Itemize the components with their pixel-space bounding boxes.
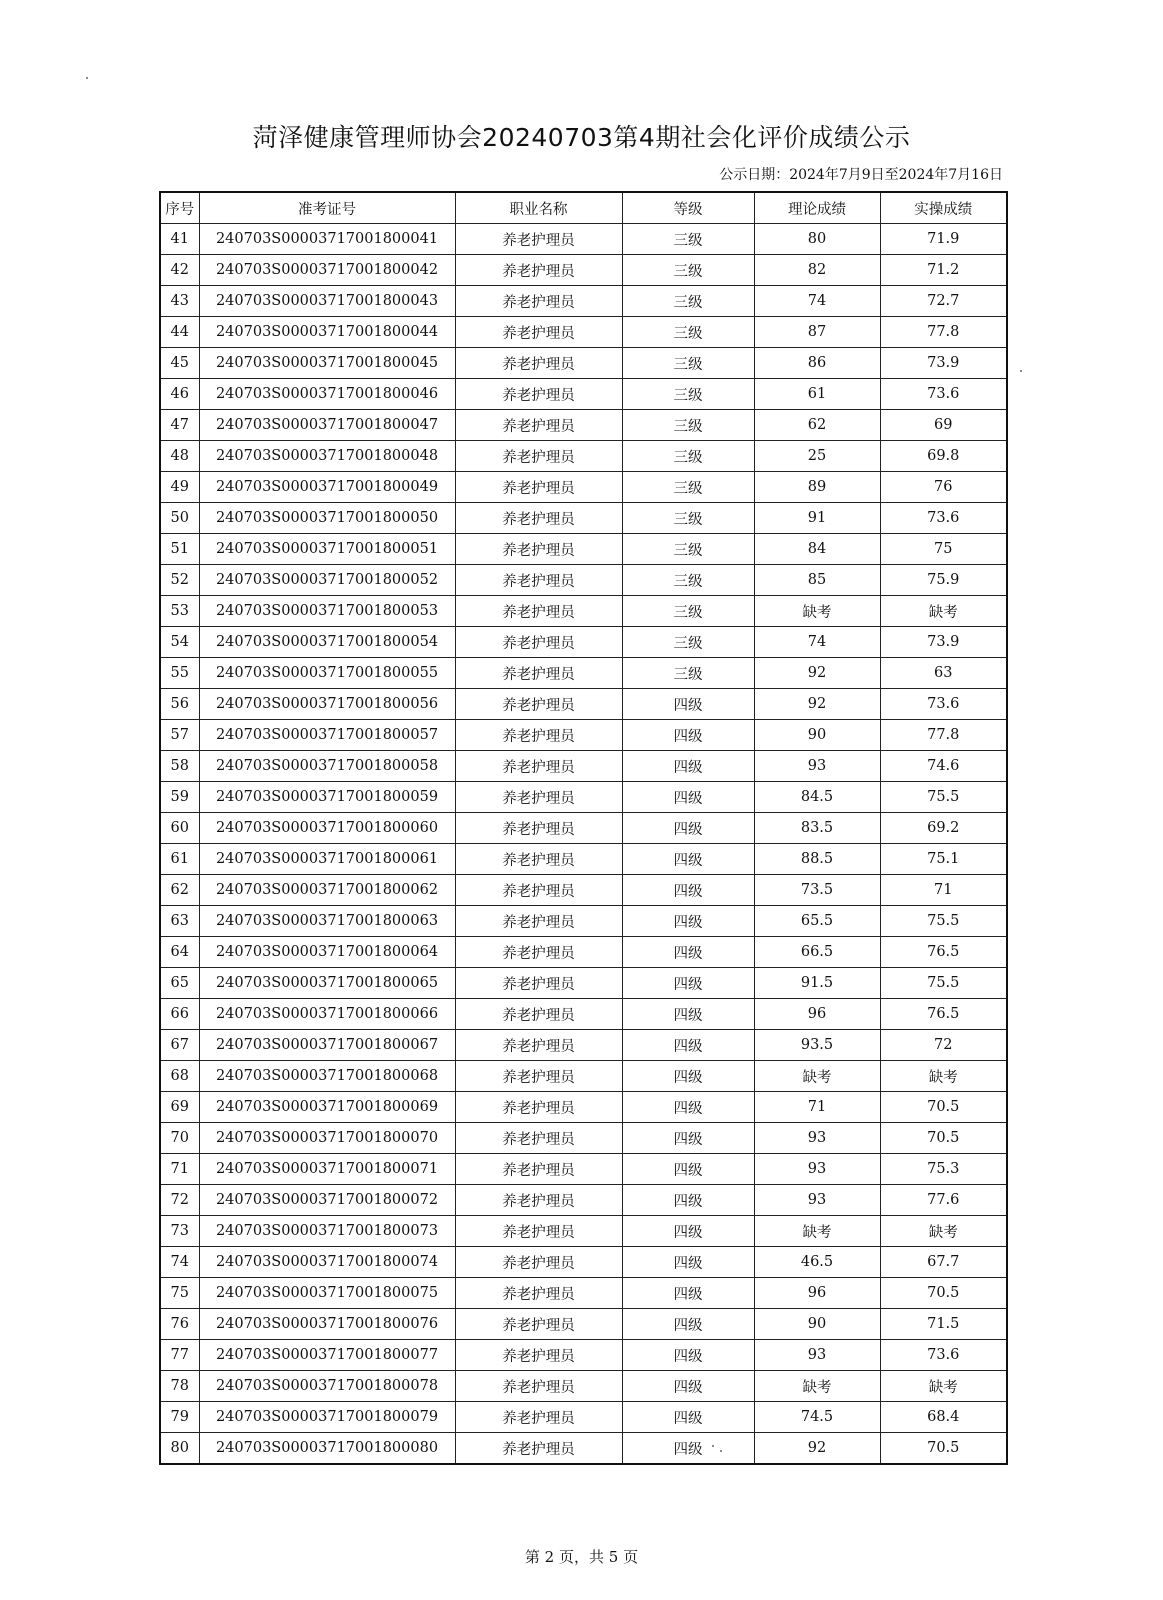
cell-theory-score: 93.5: [754, 1030, 880, 1061]
cell-level: 三级: [622, 317, 754, 348]
table-row: [160, 1092, 1007, 1123]
cell-ticket-number: 240703S00003717001800053: [199, 596, 455, 627]
cell-practical-score: 缺考: [880, 596, 1007, 627]
cell-occupation: 养老护理员: [455, 503, 622, 534]
cell-ticket-number: 240703S00003717001800051: [199, 534, 455, 565]
cell-occupation: 养老护理员: [455, 720, 622, 751]
cell-practical-score: 70.5: [880, 1278, 1007, 1309]
cell-level: 三级: [622, 410, 754, 441]
cell-practical-score: 73.6: [880, 379, 1007, 410]
cell-seq: 58: [160, 751, 199, 782]
cell-ticket-number: 240703S00003717001800075: [199, 1278, 455, 1309]
cell-practical-score: 75.9: [880, 565, 1007, 596]
cell-theory-score: 71: [754, 1092, 880, 1123]
cell-practical-score: 74.6: [880, 751, 1007, 782]
cell-theory-score: 91.5: [754, 968, 880, 999]
cell-ticket-number: 240703S00003717001800067: [199, 1030, 455, 1061]
cell-theory-score: 93: [754, 1123, 880, 1154]
header-occupation: 职业名称: [455, 192, 622, 224]
cell-theory-score: 91: [754, 503, 880, 534]
cell-occupation: 养老护理员: [455, 1340, 622, 1371]
table-row: [160, 503, 1007, 534]
cell-seq: 62: [160, 875, 199, 906]
cell-seq: 52: [160, 565, 199, 596]
cell-practical-score: 75.5: [880, 906, 1007, 937]
cell-theory-score: 缺考: [754, 1371, 880, 1402]
cell-seq: 69: [160, 1092, 199, 1123]
cell-ticket-number: 240703S00003717001800049: [199, 472, 455, 503]
cell-ticket-number: 240703S00003717001800073: [199, 1216, 455, 1247]
cell-ticket-number: 240703S00003717001800061: [199, 844, 455, 875]
table-row: [160, 658, 1007, 689]
table-row: [160, 1309, 1007, 1340]
cell-theory-score: 89: [754, 472, 880, 503]
cell-level: 四级: [622, 1154, 754, 1185]
cell-seq: 53: [160, 596, 199, 627]
cell-theory-score: 92: [754, 1433, 880, 1465]
scan-speck: [712, 1445, 714, 1447]
cell-practical-score: 73.9: [880, 348, 1007, 379]
cell-occupation: 养老护理员: [455, 224, 622, 255]
cell-theory-score: 缺考: [754, 1216, 880, 1247]
cell-theory-score: 84.5: [754, 782, 880, 813]
page-footer: 第 2 页，共 5 页: [524, 1548, 639, 1566]
cell-practical-score: 71.9: [880, 224, 1007, 255]
cell-occupation: 养老护理员: [455, 844, 622, 875]
cell-seq: 50: [160, 503, 199, 534]
cell-practical-score: 68.4: [880, 1402, 1007, 1433]
cell-level: 四级: [622, 1402, 754, 1433]
cell-theory-score: 96: [754, 999, 880, 1030]
cell-level: 四级: [622, 1433, 754, 1465]
cell-practical-score: 缺考: [880, 1371, 1007, 1402]
header-seq: 序号: [160, 192, 199, 224]
cell-level: 三级: [622, 472, 754, 503]
cell-seq: 46: [160, 379, 199, 410]
cell-occupation: 养老护理员: [455, 317, 622, 348]
cell-occupation: 养老护理员: [455, 379, 622, 410]
cell-occupation: 养老护理员: [455, 689, 622, 720]
cell-practical-score: 75.5: [880, 782, 1007, 813]
cell-theory-score: 74: [754, 286, 880, 317]
cell-ticket-number: 240703S00003717001800074: [199, 1247, 455, 1278]
cell-seq: 73: [160, 1216, 199, 1247]
table-row: [160, 565, 1007, 596]
table-row: [160, 534, 1007, 565]
score-table: [159, 191, 1008, 1465]
cell-seq: 71: [160, 1154, 199, 1185]
cell-level: 四级: [622, 689, 754, 720]
table-row: [160, 255, 1007, 286]
cell-level: 三级: [622, 627, 754, 658]
table-row: [160, 720, 1007, 751]
cell-practical-score: 70.5: [880, 1433, 1007, 1465]
cell-occupation: 养老护理员: [455, 565, 622, 596]
cell-occupation: 养老护理员: [455, 1154, 622, 1185]
cell-occupation: 养老护理员: [455, 875, 622, 906]
cell-occupation: 养老护理员: [455, 782, 622, 813]
cell-ticket-number: 240703S00003717001800052: [199, 565, 455, 596]
cell-practical-score: 69: [880, 410, 1007, 441]
cell-practical-score: 76.5: [880, 999, 1007, 1030]
scan-speck: [1020, 370, 1022, 372]
cell-theory-score: 84: [754, 534, 880, 565]
cell-theory-score: 62: [754, 410, 880, 441]
cell-seq: 61: [160, 844, 199, 875]
cell-ticket-number: 240703S00003717001800045: [199, 348, 455, 379]
cell-occupation: 养老护理员: [455, 472, 622, 503]
cell-occupation: 养老护理员: [455, 968, 622, 999]
cell-ticket-number: 240703S00003717001800041: [199, 224, 455, 255]
table-row: [160, 410, 1007, 441]
cell-level: 四级: [622, 751, 754, 782]
cell-practical-score: 75.3: [880, 1154, 1007, 1185]
cell-ticket-number: 240703S00003717001800076: [199, 1309, 455, 1340]
cell-level: 三级: [622, 534, 754, 565]
cell-ticket-number: 240703S00003717001800078: [199, 1371, 455, 1402]
cell-theory-score: 缺考: [754, 596, 880, 627]
cell-practical-score: 63: [880, 658, 1007, 689]
cell-ticket-number: 240703S00003717001800079: [199, 1402, 455, 1433]
cell-occupation: 养老护理员: [455, 1216, 622, 1247]
header-practical-score: 实操成绩: [880, 192, 1007, 224]
cell-level: 四级: [622, 1030, 754, 1061]
cell-theory-score: 66.5: [754, 937, 880, 968]
header-theory-score: 理论成绩: [754, 192, 880, 224]
cell-ticket-number: 240703S00003717001800080: [199, 1433, 455, 1465]
cell-seq: 56: [160, 689, 199, 720]
cell-ticket-number: 240703S00003717001800070: [199, 1123, 455, 1154]
cell-seq: 49: [160, 472, 199, 503]
cell-ticket-number: 240703S00003717001800059: [199, 782, 455, 813]
table-row: [160, 286, 1007, 317]
cell-level: 三级: [622, 348, 754, 379]
cell-practical-score: 73.9: [880, 627, 1007, 658]
cell-practical-score: 73.6: [880, 1340, 1007, 1371]
cell-level: 四级: [622, 1371, 754, 1402]
table-row: [160, 1247, 1007, 1278]
cell-level: 四级: [622, 968, 754, 999]
cell-theory-score: 88.5: [754, 844, 880, 875]
cell-ticket-number: 240703S00003717001800060: [199, 813, 455, 844]
cell-seq: 75: [160, 1278, 199, 1309]
table-row: [160, 1340, 1007, 1371]
cell-ticket-number: 240703S00003717001800063: [199, 906, 455, 937]
cell-seq: 54: [160, 627, 199, 658]
cell-practical-score: 73.6: [880, 689, 1007, 720]
cell-seq: 70: [160, 1123, 199, 1154]
table-row: [160, 1061, 1007, 1092]
table-row: [160, 906, 1007, 937]
table-row: [160, 596, 1007, 627]
cell-level: 四级: [622, 937, 754, 968]
cell-theory-score: 73.5: [754, 875, 880, 906]
cell-practical-score: 76: [880, 472, 1007, 503]
cell-ticket-number: 240703S00003717001800054: [199, 627, 455, 658]
cell-level: 四级: [622, 720, 754, 751]
cell-theory-score: 93: [754, 1185, 880, 1216]
cell-level: 三级: [622, 565, 754, 596]
cell-theory-score: 86: [754, 348, 880, 379]
cell-level: 四级: [622, 813, 754, 844]
cell-occupation: 养老护理员: [455, 1402, 622, 1433]
cell-seq: 78: [160, 1371, 199, 1402]
cell-occupation: 养老护理员: [455, 658, 622, 689]
cell-seq: 43: [160, 286, 199, 317]
cell-seq: 42: [160, 255, 199, 286]
cell-level: 四级: [622, 1092, 754, 1123]
cell-occupation: 养老护理员: [455, 1371, 622, 1402]
cell-theory-score: 74.5: [754, 1402, 880, 1433]
table-row: [160, 968, 1007, 999]
cell-level: 四级: [622, 1340, 754, 1371]
cell-theory-score: 90: [754, 720, 880, 751]
cell-level: 四级: [622, 844, 754, 875]
cell-seq: 55: [160, 658, 199, 689]
table-row: [160, 1216, 1007, 1247]
table-row: [160, 472, 1007, 503]
table-row: [160, 1030, 1007, 1061]
header-level: 等级: [622, 192, 754, 224]
cell-seq: 60: [160, 813, 199, 844]
cell-seq: 76: [160, 1309, 199, 1340]
cell-level: 四级: [622, 875, 754, 906]
cell-level: 四级: [622, 1216, 754, 1247]
cell-ticket-number: 240703S00003717001800046: [199, 379, 455, 410]
cell-theory-score: 92: [754, 689, 880, 720]
table-row: [160, 751, 1007, 782]
cell-ticket-number: 240703S00003717001800077: [199, 1340, 455, 1371]
cell-theory-score: 25: [754, 441, 880, 472]
cell-seq: 79: [160, 1402, 199, 1433]
cell-theory-score: 83.5: [754, 813, 880, 844]
table-row: [160, 1371, 1007, 1402]
cell-level: 三级: [622, 503, 754, 534]
cell-seq: 48: [160, 441, 199, 472]
cell-practical-score: 72: [880, 1030, 1007, 1061]
cell-level: 三级: [622, 286, 754, 317]
cell-occupation: 养老护理员: [455, 1185, 622, 1216]
cell-practical-score: 73.6: [880, 503, 1007, 534]
cell-practical-score: 76.5: [880, 937, 1007, 968]
cell-theory-score: 96: [754, 1278, 880, 1309]
cell-theory-score: 93: [754, 1340, 880, 1371]
cell-theory-score: 46.5: [754, 1247, 880, 1278]
cell-seq: 66: [160, 999, 199, 1030]
cell-seq: 63: [160, 906, 199, 937]
cell-ticket-number: 240703S00003717001800047: [199, 410, 455, 441]
cell-occupation: 养老护理员: [455, 1061, 622, 1092]
cell-seq: 64: [160, 937, 199, 968]
cell-ticket-number: 240703S00003717001800065: [199, 968, 455, 999]
cell-theory-score: 61: [754, 379, 880, 410]
cell-practical-score: 75.5: [880, 968, 1007, 999]
cell-occupation: 养老护理员: [455, 348, 622, 379]
table-row: [160, 1123, 1007, 1154]
table-row: [160, 317, 1007, 348]
cell-ticket-number: 240703S00003717001800050: [199, 503, 455, 534]
cell-ticket-number: 240703S00003717001800048: [199, 441, 455, 472]
cell-ticket-number: 240703S00003717001800057: [199, 720, 455, 751]
table-row: [160, 999, 1007, 1030]
cell-level: 四级: [622, 999, 754, 1030]
table-row: [160, 1154, 1007, 1185]
cell-ticket-number: 240703S00003717001800056: [199, 689, 455, 720]
cell-theory-score: 93: [754, 751, 880, 782]
cell-occupation: 养老护理员: [455, 596, 622, 627]
table-row: [160, 782, 1007, 813]
cell-occupation: 养老护理员: [455, 937, 622, 968]
cell-level: 四级: [622, 906, 754, 937]
cell-occupation: 养老护理员: [455, 627, 622, 658]
cell-level: 四级: [622, 1061, 754, 1092]
cell-practical-score: 69.8: [880, 441, 1007, 472]
cell-ticket-number: 240703S00003717001800043: [199, 286, 455, 317]
cell-theory-score: 65.5: [754, 906, 880, 937]
cell-level: 四级: [622, 1278, 754, 1309]
cell-occupation: 养老护理员: [455, 1433, 622, 1465]
cell-practical-score: 70.5: [880, 1123, 1007, 1154]
cell-practical-score: 72.7: [880, 286, 1007, 317]
cell-level: 三级: [622, 441, 754, 472]
cell-ticket-number: 240703S00003717001800069: [199, 1092, 455, 1123]
header-ticket-number: 准考证号: [199, 192, 455, 224]
cell-level: 三级: [622, 596, 754, 627]
cell-practical-score: 70.5: [880, 1092, 1007, 1123]
table-row: [160, 224, 1007, 255]
cell-seq: 68: [160, 1061, 199, 1092]
cell-occupation: 养老护理员: [455, 255, 622, 286]
table-row: [160, 937, 1007, 968]
cell-practical-score: 77.8: [880, 720, 1007, 751]
cell-seq: 57: [160, 720, 199, 751]
cell-theory-score: 74: [754, 627, 880, 658]
cell-occupation: 养老护理员: [455, 1123, 622, 1154]
cell-occupation: 养老护理员: [455, 286, 622, 317]
cell-ticket-number: 240703S00003717001800042: [199, 255, 455, 286]
cell-seq: 47: [160, 410, 199, 441]
cell-ticket-number: 240703S00003717001800068: [199, 1061, 455, 1092]
table-row: [160, 1402, 1007, 1433]
table-row: [160, 348, 1007, 379]
cell-ticket-number: 240703S00003717001800044: [199, 317, 455, 348]
table-row: [160, 689, 1007, 720]
cell-seq: 67: [160, 1030, 199, 1061]
cell-level: 四级: [622, 1247, 754, 1278]
cell-occupation: 养老护理员: [455, 1092, 622, 1123]
cell-practical-score: 75: [880, 534, 1007, 565]
document-title: 菏泽健康管理师协会20240703第4期社会化评价成绩公示: [252, 123, 911, 152]
cell-occupation: 养老护理员: [455, 813, 622, 844]
cell-level: 三级: [622, 224, 754, 255]
cell-ticket-number: 240703S00003717001800071: [199, 1154, 455, 1185]
cell-theory-score: 80: [754, 224, 880, 255]
table-header-row: [160, 192, 1007, 224]
table-row: [160, 875, 1007, 906]
table-row: [160, 1185, 1007, 1216]
cell-ticket-number: 240703S00003717001800064: [199, 937, 455, 968]
cell-practical-score: 67.7: [880, 1247, 1007, 1278]
cell-occupation: 养老护理员: [455, 410, 622, 441]
cell-level: 四级: [622, 1185, 754, 1216]
table-row: [160, 1433, 1007, 1465]
cell-occupation: 养老护理员: [455, 906, 622, 937]
cell-level: 四级: [622, 1309, 754, 1340]
cell-ticket-number: 240703S00003717001800058: [199, 751, 455, 782]
cell-level: 三级: [622, 255, 754, 286]
cell-seq: 74: [160, 1247, 199, 1278]
table-row: [160, 1278, 1007, 1309]
cell-theory-score: 87: [754, 317, 880, 348]
cell-practical-score: 75.1: [880, 844, 1007, 875]
cell-practical-score: 缺考: [880, 1216, 1007, 1247]
cell-seq: 41: [160, 224, 199, 255]
cell-seq: 44: [160, 317, 199, 348]
cell-theory-score: 82: [754, 255, 880, 286]
cell-seq: 77: [160, 1340, 199, 1371]
table-row: [160, 844, 1007, 875]
publication-date: 公示日期：2024年7月9日至2024年7月16日: [719, 167, 1003, 183]
table-row: [160, 627, 1007, 658]
cell-practical-score: 77.8: [880, 317, 1007, 348]
cell-seq: 65: [160, 968, 199, 999]
cell-practical-score: 71.2: [880, 255, 1007, 286]
cell-occupation: 养老护理员: [455, 1030, 622, 1061]
cell-theory-score: 92: [754, 658, 880, 689]
cell-theory-score: 90: [754, 1309, 880, 1340]
table-body: [160, 224, 1007, 1465]
cell-seq: 45: [160, 348, 199, 379]
cell-occupation: 养老护理员: [455, 441, 622, 472]
cell-level: 四级: [622, 782, 754, 813]
table-row: [160, 379, 1007, 410]
cell-seq: 72: [160, 1185, 199, 1216]
cell-level: 三级: [622, 658, 754, 689]
cell-seq: 59: [160, 782, 199, 813]
cell-occupation: 养老护理员: [455, 999, 622, 1030]
cell-seq: 51: [160, 534, 199, 565]
cell-theory-score: 缺考: [754, 1061, 880, 1092]
cell-occupation: 养老护理员: [455, 1278, 622, 1309]
scan-speck: [720, 1450, 722, 1452]
cell-practical-score: 71.5: [880, 1309, 1007, 1340]
cell-theory-score: 85: [754, 565, 880, 596]
cell-occupation: 养老护理员: [455, 751, 622, 782]
cell-ticket-number: 240703S00003717001800066: [199, 999, 455, 1030]
scan-speck: [86, 77, 88, 79]
cell-level: 四级: [622, 1123, 754, 1154]
cell-ticket-number: 240703S00003717001800072: [199, 1185, 455, 1216]
cell-theory-score: 93: [754, 1154, 880, 1185]
cell-level: 三级: [622, 379, 754, 410]
cell-occupation: 养老护理员: [455, 534, 622, 565]
cell-practical-score: 69.2: [880, 813, 1007, 844]
cell-ticket-number: 240703S00003717001800062: [199, 875, 455, 906]
cell-seq: 80: [160, 1433, 199, 1465]
cell-practical-score: 71: [880, 875, 1007, 906]
table-row: [160, 813, 1007, 844]
cell-occupation: 养老护理员: [455, 1247, 622, 1278]
cell-occupation: 养老护理员: [455, 1309, 622, 1340]
table-row: [160, 441, 1007, 472]
cell-practical-score: 缺考: [880, 1061, 1007, 1092]
cell-ticket-number: 240703S00003717001800055: [199, 658, 455, 689]
cell-practical-score: 77.6: [880, 1185, 1007, 1216]
